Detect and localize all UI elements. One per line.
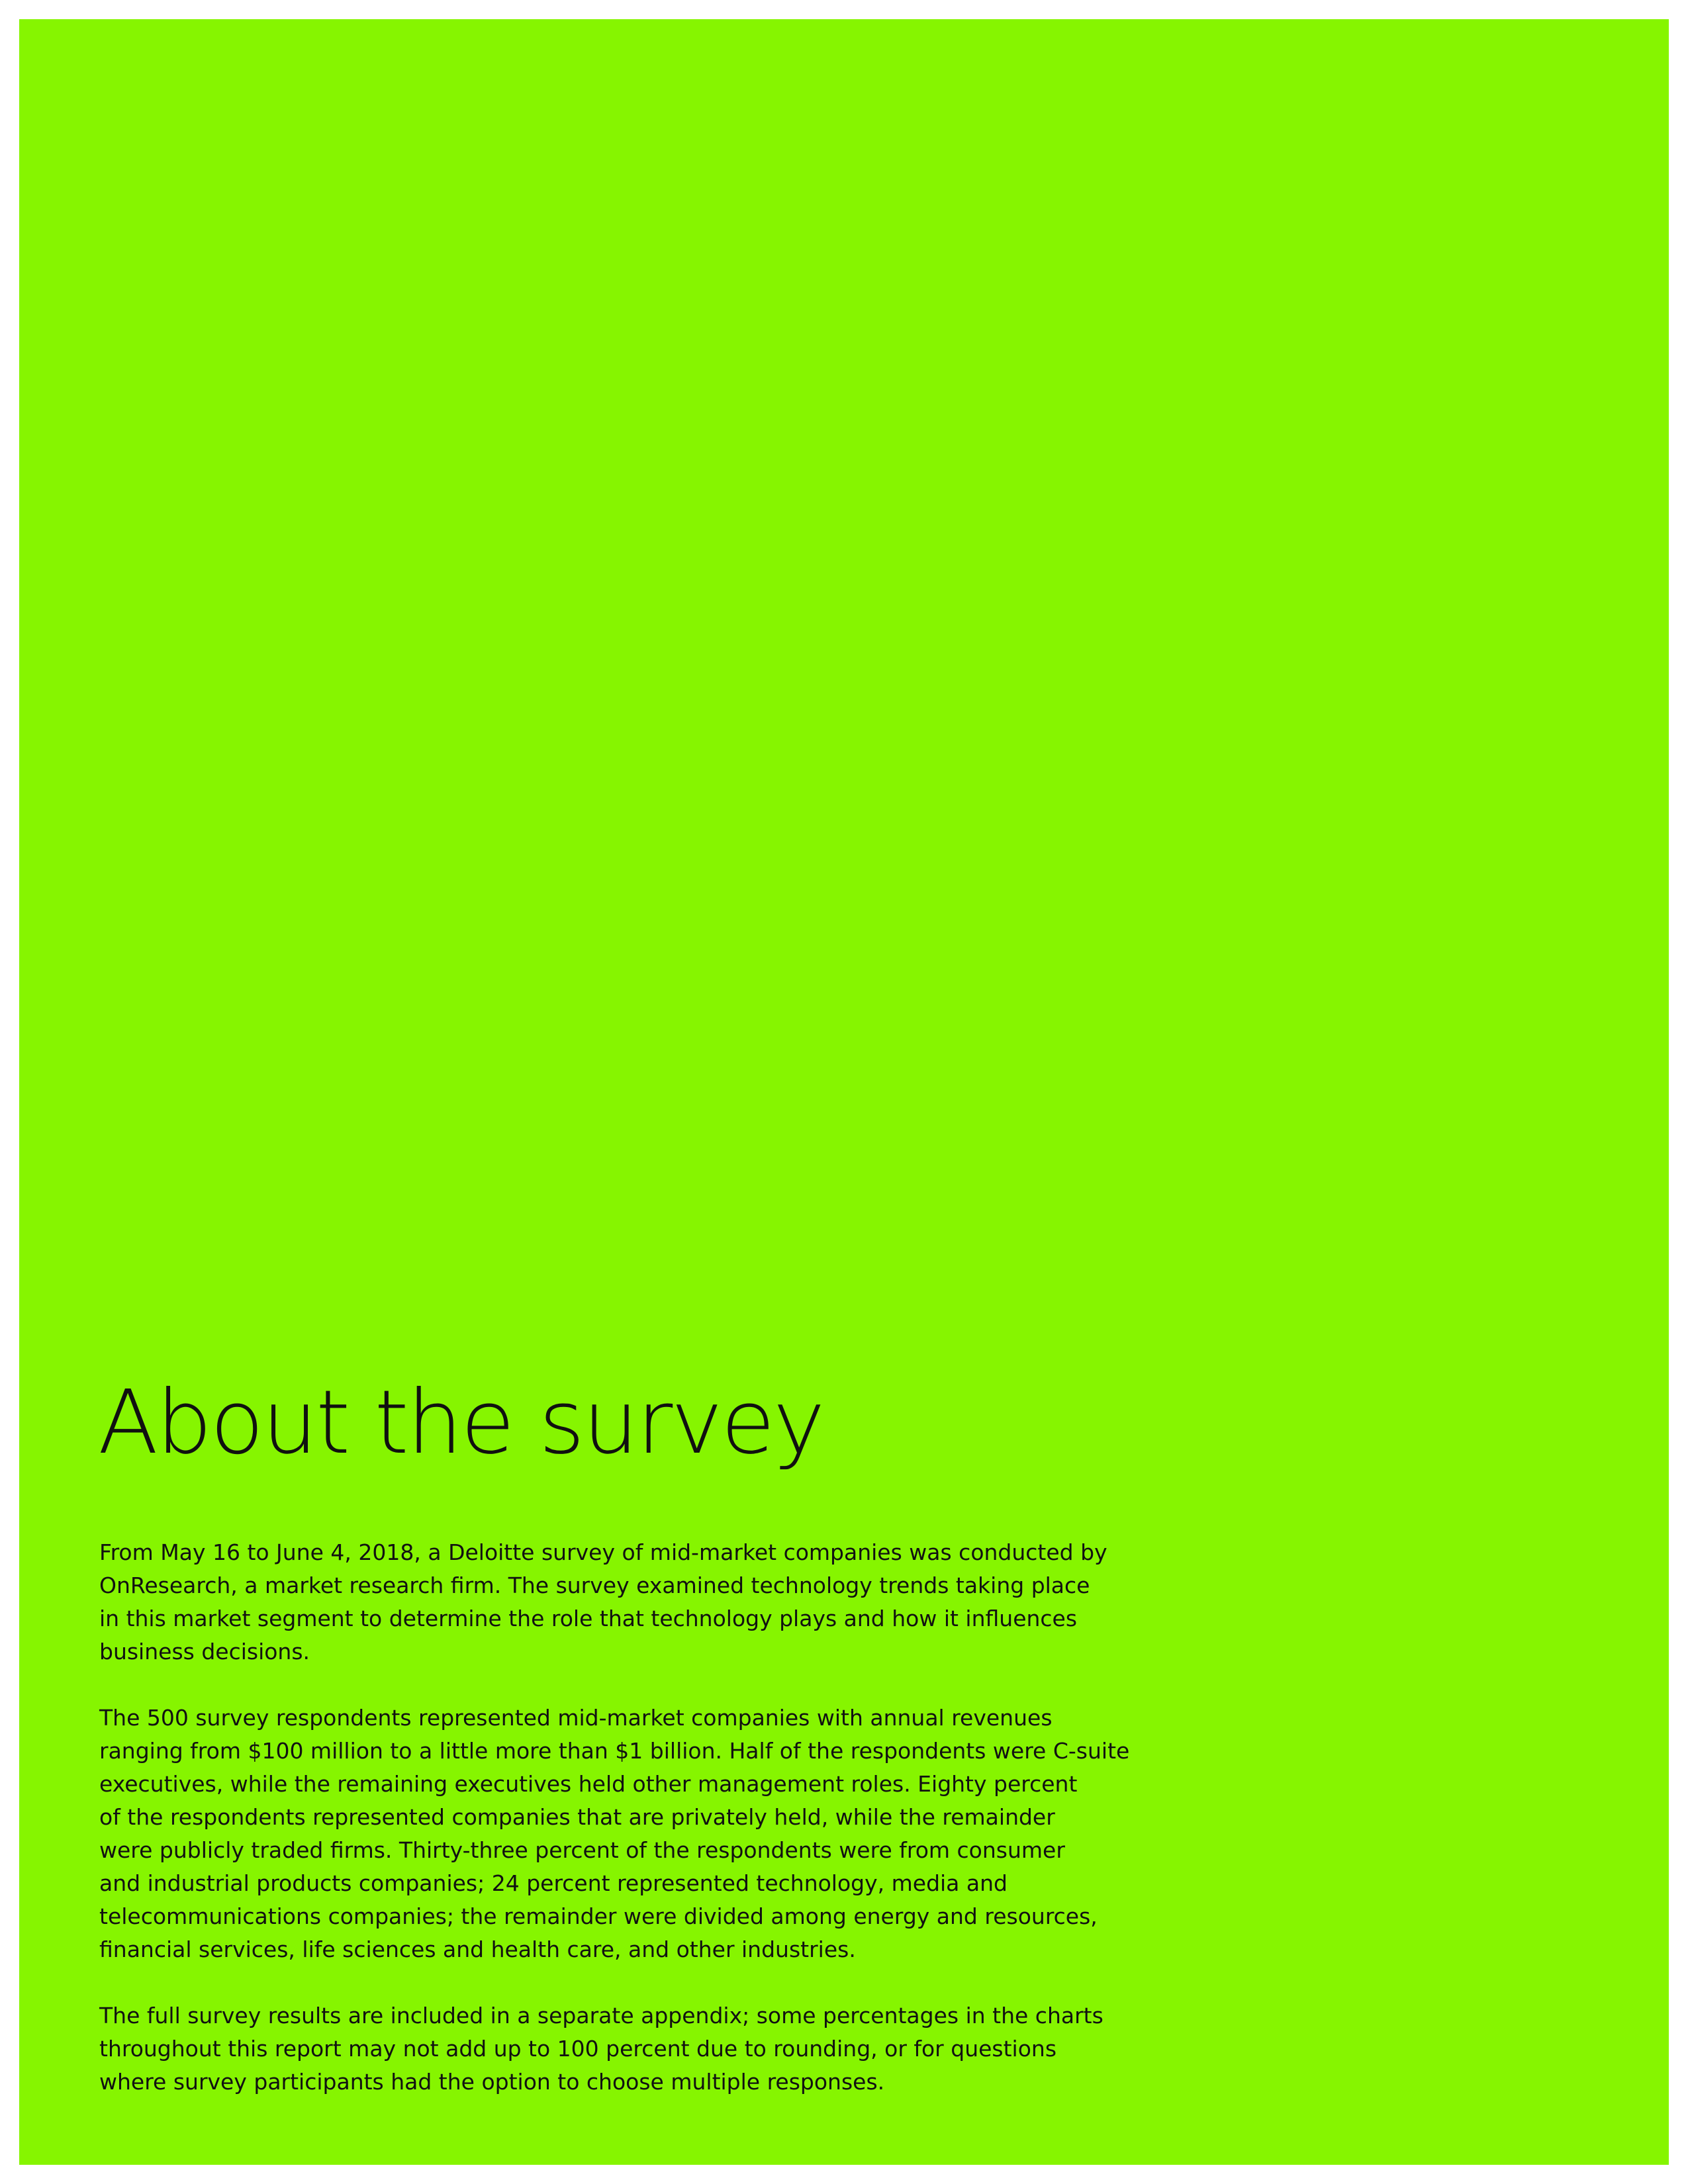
text-line: The full survey results are included in a separate appendix; some percentages in the charts — [99, 2003, 1103, 2028]
page-background — [19, 19, 1669, 2165]
paragraph-respondents — [99, 1702, 1130, 1966]
text-line: business decisions. — [99, 1639, 310, 1664]
text-line: throughout this report may not add up to 100 percent due to rounding, or for questions — [99, 2036, 1057, 2062]
text-line: executives, while the remaining executives held other management roles. Eighty percent — [99, 1771, 1078, 1797]
text-line: ranging from $100 million to a little more than $1 billion. Half of the respondents were C-suite — [99, 1738, 1130, 1764]
text-line: telecommunications companies; the remainder were divided among energy and resources, — [99, 1903, 1098, 1929]
text-line: financial services, life sciences and health care, and other industries. — [99, 1936, 856, 1962]
body-text — [99, 1536, 1130, 2099]
page-title: About the survey — [98, 1372, 823, 1474]
paragraph-results-note — [99, 1999, 1119, 2099]
paragraph-survey-overview — [99, 1536, 1119, 1668]
text-line: OnResearch, a market research firm. The survey examined technology trends taking place — [99, 1572, 1090, 1598]
text-line: where survey participants had the option to choose multiple responses. — [99, 2069, 885, 2095]
text-line: The 500 survey respondents represented mid-market companies with annual revenues — [99, 1705, 1053, 1731]
text-line: were publicly traded firms. Thirty-three percent of the respondents were from consumer — [99, 1837, 1065, 1863]
text-line: of the respondents represented companies that are privately held, while the remainder — [99, 1804, 1055, 1830]
text-line: From May 16 to June 4, 2018, a Deloitte survey of mid-market companies was conducted by — [99, 1539, 1107, 1565]
text-line: in this market segment to determine the role that technology plays and how it influences — [99, 1606, 1078, 1631]
text-line: and industrial products companies; 24 percent represented technology, media and — [99, 1870, 1008, 1896]
